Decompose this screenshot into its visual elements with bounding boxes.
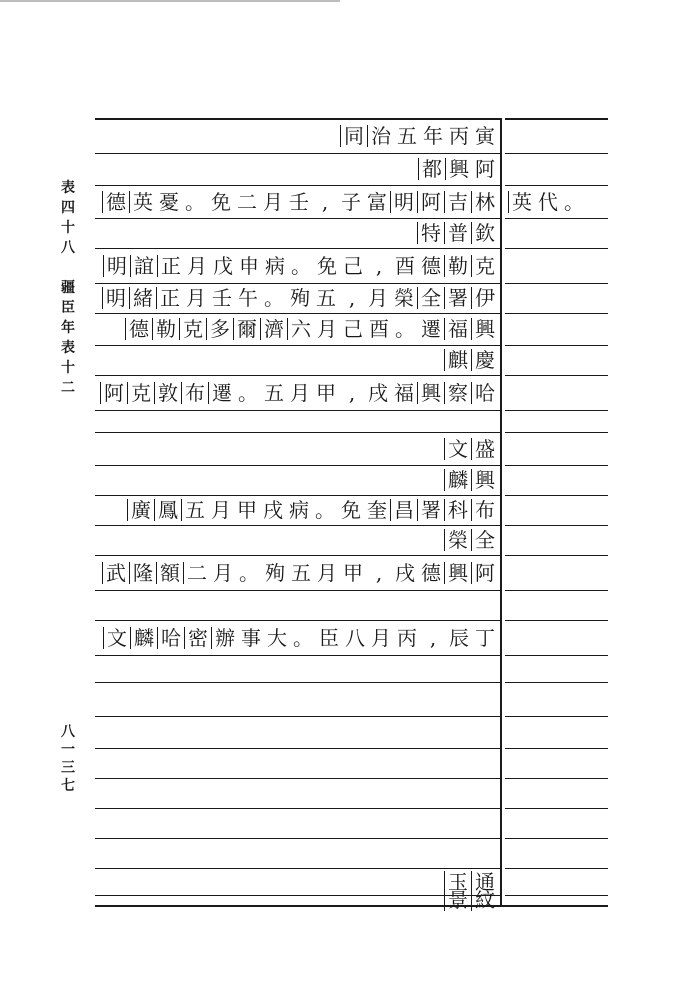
table-char: 遷 xyxy=(421,317,441,341)
row-rule-main xyxy=(95,590,500,591)
table-char: 甲 xyxy=(316,380,336,405)
table-char: 吉 xyxy=(444,191,471,213)
table-char: , xyxy=(429,625,437,650)
table-char: 伊 xyxy=(471,287,498,309)
table-char: 慶 xyxy=(471,349,498,371)
table-char: 勒 xyxy=(152,318,179,340)
margin-char: 八 xyxy=(61,240,75,256)
row-rule-right xyxy=(505,495,608,496)
table-row-main xyxy=(97,378,498,408)
table-char: , xyxy=(321,189,329,214)
table-char: 玉 xyxy=(444,871,471,893)
table-char: 年 xyxy=(423,123,443,148)
table-char: 病 xyxy=(289,498,309,522)
table-char: 臣 xyxy=(319,625,339,650)
table-char: 克 xyxy=(127,382,154,404)
table-char: 己 xyxy=(343,317,363,341)
table-row-main xyxy=(97,187,498,217)
table-char: 正 xyxy=(157,255,184,277)
table-char: 戌 xyxy=(395,560,415,585)
table-char: 免 xyxy=(341,498,361,522)
table-char: 文 xyxy=(444,438,471,460)
table-char: 甲 xyxy=(237,498,257,522)
table-char: 月 xyxy=(263,189,283,214)
row-rule-right xyxy=(505,748,608,749)
table-char: 月 xyxy=(368,286,388,310)
row-rule-right xyxy=(505,410,608,411)
table-char: 。 xyxy=(239,560,259,585)
margin-char: 四 xyxy=(61,200,75,216)
row-rule-main xyxy=(95,716,500,717)
table-char: 德 xyxy=(125,318,152,340)
table-char: 五 xyxy=(264,380,284,405)
table-char: 丙 xyxy=(449,123,469,148)
row-rule-right xyxy=(505,218,608,219)
page-number-char: 八 xyxy=(61,724,75,740)
row-rule-right xyxy=(505,525,608,526)
row-rule-main xyxy=(95,410,500,411)
row-rule-right xyxy=(505,682,608,683)
table-char: 。 xyxy=(264,286,284,310)
table-char: 哈 xyxy=(157,627,184,649)
margin-char: 十 xyxy=(61,360,75,376)
table-row-main xyxy=(97,121,498,151)
table-char: , xyxy=(375,253,383,278)
margin-char: 疆 xyxy=(61,280,75,296)
table-char: 酉 xyxy=(369,317,389,341)
table-char: 戊 xyxy=(213,253,233,278)
table-char: 阿 xyxy=(471,562,498,584)
table-char: 全 xyxy=(471,529,498,551)
table-row-main xyxy=(97,345,498,375)
table-char: 五 xyxy=(181,499,208,521)
table-char: 丙 xyxy=(397,625,417,650)
row-rule-right xyxy=(505,345,608,346)
row-rule-right xyxy=(505,716,608,717)
table-char: 己 xyxy=(343,253,363,278)
table-char: 哈 xyxy=(471,382,498,404)
table-char: 。 xyxy=(293,625,313,650)
table-char: 免 xyxy=(211,189,231,214)
table-row-right xyxy=(508,187,604,217)
table-char: 。 xyxy=(185,189,205,214)
table-char: 月 xyxy=(317,560,337,585)
row-rule-main xyxy=(95,655,500,656)
table-char: 榮 xyxy=(394,286,414,310)
table-char: 麒 xyxy=(444,349,471,371)
table-char: 盛 xyxy=(471,438,498,460)
table-char: 奎 xyxy=(367,498,387,522)
table-char: 申 xyxy=(239,253,259,278)
table-char: 午 xyxy=(238,286,258,310)
page-number-char: 一 xyxy=(61,742,75,758)
table-char: 明 xyxy=(103,255,130,277)
row-rule-main xyxy=(95,748,500,749)
table-char: 廣 xyxy=(127,499,154,521)
table-char: , xyxy=(348,380,356,405)
margin-char: 年 xyxy=(61,320,75,336)
table-row-main xyxy=(97,885,498,915)
table-char: 德 xyxy=(102,191,129,213)
margin-char: 臣 xyxy=(61,300,75,316)
table-char: , xyxy=(348,286,356,310)
table-char: 榮 xyxy=(444,529,471,551)
table-char: 月 xyxy=(290,380,310,405)
table-char: 同 xyxy=(340,125,367,147)
table-char: 戌 xyxy=(263,498,283,522)
table-char: 緒 xyxy=(129,287,156,309)
row-rule-main xyxy=(95,248,500,249)
table-char: 麟 xyxy=(130,627,157,649)
table-char: 興 xyxy=(417,382,444,404)
table-char: 克 xyxy=(179,318,206,340)
table-char: 明 xyxy=(102,287,129,309)
table-char: 代 xyxy=(538,189,558,214)
table-char: 德 xyxy=(421,560,441,585)
row-rule-main xyxy=(95,778,500,779)
table-char: 林 xyxy=(471,191,498,213)
row-rule-right xyxy=(505,465,608,466)
table-char: 二 xyxy=(237,189,257,214)
table-row-main xyxy=(97,154,498,184)
margin-char: 表 xyxy=(61,180,75,196)
page-number-char: 三 xyxy=(61,760,75,776)
table-char: 克 xyxy=(471,255,498,277)
table-char: 興 xyxy=(445,158,472,180)
row-rule-right xyxy=(505,778,608,779)
table-char: 月 xyxy=(186,286,206,310)
table-char: 武 xyxy=(102,562,129,584)
row-rule-main xyxy=(95,808,500,809)
row-rule-right xyxy=(505,590,608,591)
table-char: 。 xyxy=(564,189,584,214)
row-rule-main xyxy=(95,682,500,683)
table-char: 布 xyxy=(181,382,208,404)
row-rule-main xyxy=(95,555,500,556)
row-rule-right xyxy=(505,313,608,314)
table-char: 壬 xyxy=(212,286,232,310)
row-rule-right xyxy=(505,808,608,809)
table-char: 阿 xyxy=(475,157,495,181)
table-char: 殉 xyxy=(290,286,310,310)
table-char: 多 xyxy=(206,318,233,340)
table-char: 麟 xyxy=(444,469,471,491)
row-rule-right xyxy=(505,838,608,839)
table-char: 景 xyxy=(444,889,471,911)
table-char: 署 xyxy=(444,287,471,309)
table-char: 酉 xyxy=(395,253,415,278)
table-char: 治 xyxy=(367,125,394,147)
table-row-main xyxy=(97,495,498,525)
table-char: 六 xyxy=(287,318,314,340)
table-char: 都 xyxy=(418,158,445,180)
table-char: 。 xyxy=(291,253,311,278)
row-rule-right xyxy=(505,432,608,433)
table-char: 大 xyxy=(267,625,287,650)
table-char: 。 xyxy=(395,317,415,341)
table-row-main xyxy=(97,623,498,653)
table-char: 興 xyxy=(444,562,471,584)
table-char: 月 xyxy=(211,498,231,522)
table-char: 戌 xyxy=(368,380,388,405)
table-char: 通 xyxy=(471,871,498,893)
table-char: 欽 xyxy=(471,222,498,244)
row-rule-right xyxy=(505,283,608,284)
table-char: 密 xyxy=(184,627,211,649)
table-char: 免 xyxy=(317,253,337,278)
row-rule-right xyxy=(505,895,608,896)
table-char: 辦 xyxy=(211,627,238,649)
page-number-char: 七 xyxy=(61,778,75,794)
row-rule-right xyxy=(505,868,608,869)
table-char: 五 xyxy=(397,123,417,148)
table-char: 殉 xyxy=(265,560,285,585)
table-row-main xyxy=(97,218,498,248)
table-char: 文 xyxy=(103,627,130,649)
table-char: 月 xyxy=(213,560,233,585)
row-rule-right xyxy=(505,655,608,656)
table-char: 福 xyxy=(444,318,471,340)
table-char: 子 xyxy=(341,189,361,214)
table-char: 五 xyxy=(291,560,311,585)
table-char: 明 xyxy=(390,191,417,213)
table-char: 月 xyxy=(371,625,391,650)
table-char: 事 xyxy=(241,625,261,650)
row-rule-main xyxy=(95,838,500,839)
row-rule-right xyxy=(505,118,608,120)
margin-char: 二 xyxy=(61,380,75,396)
table-char: 昌 xyxy=(390,499,417,521)
table-char: 誼 xyxy=(130,255,157,277)
table-char: 勒 xyxy=(444,255,471,277)
row-rule-right xyxy=(505,555,608,556)
table-char: 阿 xyxy=(417,191,444,213)
table-char: 紋 xyxy=(471,889,498,911)
margin-char: 十 xyxy=(61,220,75,236)
table-char: 興 xyxy=(471,469,498,491)
table-char: 全 xyxy=(417,287,444,309)
table-char: 英 xyxy=(508,191,535,213)
table-char: 鳳 xyxy=(154,499,181,521)
table-char: 阿 xyxy=(100,382,127,404)
table-char: 辰 xyxy=(449,625,469,650)
table-row-main xyxy=(97,558,498,588)
table-row-main xyxy=(97,525,498,555)
table-row-main xyxy=(97,314,498,344)
table-char: 濟 xyxy=(260,318,287,340)
table-char: 敦 xyxy=(154,382,181,404)
table-char: 德 xyxy=(421,253,441,278)
row-rule-main xyxy=(95,375,500,376)
table-char: 爾 xyxy=(233,318,260,340)
table-char: 特 xyxy=(417,222,444,244)
table-char: 二 xyxy=(183,562,210,584)
margin-char: 表 xyxy=(61,340,75,356)
table-char: 丁 xyxy=(475,625,495,650)
row-rule-main xyxy=(95,620,500,621)
table-char: 遷 xyxy=(208,382,235,404)
row-rule-right xyxy=(505,620,608,621)
table-char: 壬 xyxy=(289,189,309,214)
table-char: 察 xyxy=(444,382,471,404)
table-row-main xyxy=(97,465,498,495)
table-char: 。 xyxy=(315,498,335,522)
table-char: 布 xyxy=(471,499,498,521)
table-char: 病 xyxy=(265,253,285,278)
table-row-main xyxy=(97,251,498,281)
row-rule-right xyxy=(505,375,608,376)
table-char: 憂 xyxy=(159,189,179,214)
table-char: 興 xyxy=(471,318,498,340)
table-row-main xyxy=(97,283,498,313)
table-char: 福 xyxy=(394,380,414,405)
table-char: 科 xyxy=(444,499,471,521)
table-char: 普 xyxy=(444,222,471,244)
table-char: 英 xyxy=(129,191,156,213)
row-rule-right xyxy=(505,153,608,154)
table-char: 署 xyxy=(417,499,444,521)
table-char: 隆 xyxy=(129,562,156,584)
row-rule-right xyxy=(505,248,608,249)
table-char: 。 xyxy=(238,380,258,405)
table-row-main xyxy=(97,434,498,464)
table-char: 五 xyxy=(316,286,336,310)
table-char: 八 xyxy=(345,625,365,650)
table-char: , xyxy=(375,560,383,585)
table-char: 正 xyxy=(156,287,183,309)
table-char: 寅 xyxy=(475,123,495,148)
table-char: 月 xyxy=(317,317,337,341)
table-char: 額 xyxy=(156,562,183,584)
column-divider xyxy=(500,118,502,905)
table-char: 甲 xyxy=(343,560,363,585)
table-char: 月 xyxy=(187,253,207,278)
table-char: 富 xyxy=(367,189,387,214)
